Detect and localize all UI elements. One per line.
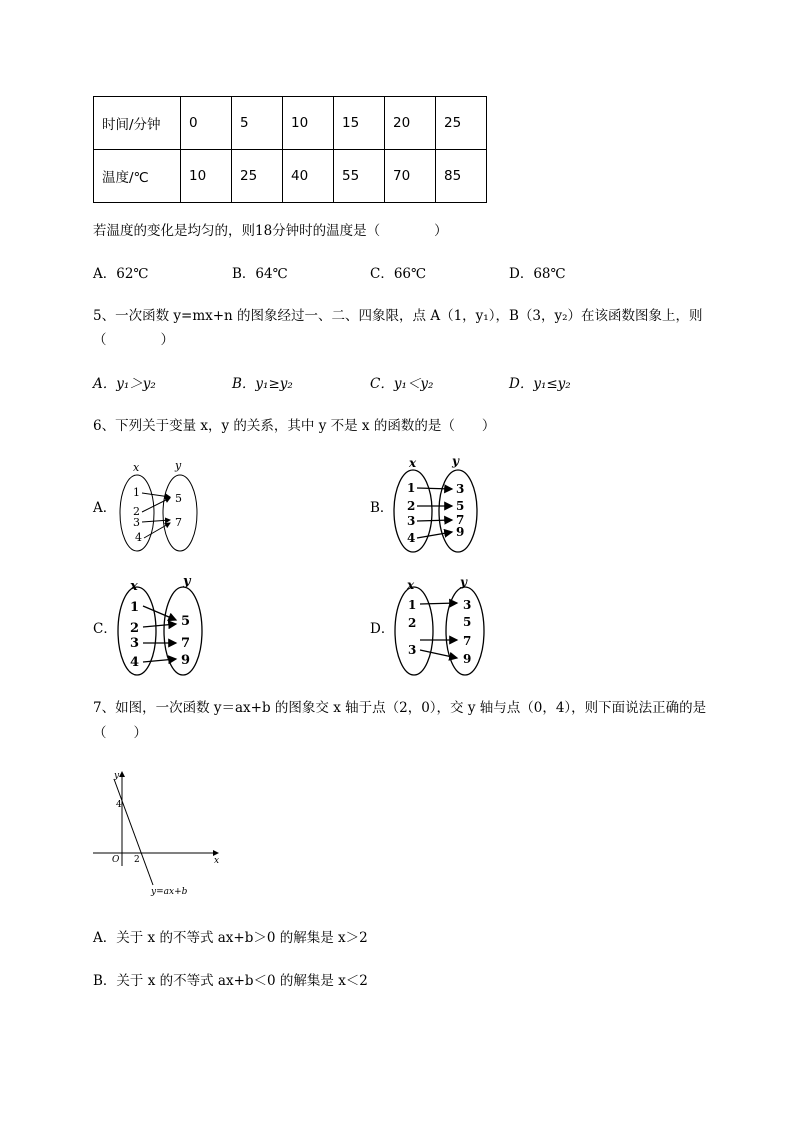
- x-tick-label: 2: [134, 855, 140, 865]
- y-value: 5: [463, 615, 472, 629]
- table-cell: 40: [283, 150, 334, 203]
- mapping-diagram-a: [120, 459, 197, 551]
- diagram-line: [143, 606, 176, 620]
- table-cell: 55: [334, 150, 385, 203]
- q7-stem-line2: （ ）: [93, 725, 147, 741]
- y-label: y: [460, 575, 467, 589]
- q7-option-b: B．关于 x 的不等式 ax+b＜0 的解集是 x＜2: [93, 973, 368, 989]
- table-cell: 25: [436, 97, 487, 150]
- x-label: x: [130, 579, 138, 594]
- q6-option-a-letter: A．: [93, 500, 117, 516]
- diagram-line: [143, 659, 176, 662]
- mapping-diagram-b: [394, 454, 477, 552]
- x-value: 3: [408, 643, 417, 657]
- y-value: 5: [175, 492, 182, 505]
- table-cell: 5: [232, 97, 283, 150]
- table-cell: 10: [283, 97, 334, 150]
- x-value: 3: [130, 636, 140, 651]
- q5-option-c: C．y₁＜y₂: [370, 376, 434, 392]
- origin-label: O: [112, 855, 120, 865]
- q4-stem: 若温度的变化是均匀的，则18分钟时的温度是（ ）: [93, 223, 448, 239]
- table-cell: 25: [232, 150, 283, 203]
- y-value: 7: [181, 636, 191, 651]
- x-value: 1: [408, 598, 417, 612]
- row-header: 时间/分钟: [94, 97, 181, 150]
- y-value: 3: [456, 482, 465, 496]
- q7-stem-line1: 7、如图，一次函数 y＝ax+b 的图象交 x 轴于点（2，0），交 y 轴与点（0，4），则下面说法正确的是: [93, 700, 707, 716]
- diagram-line: [420, 603, 457, 604]
- y-label: y: [183, 574, 191, 589]
- q4-option-d: D．68℃: [509, 266, 566, 282]
- table-cell: 15: [334, 97, 385, 150]
- x-value: 4: [130, 655, 140, 670]
- x-value: 3: [407, 514, 416, 528]
- set-ellipse: [163, 475, 197, 551]
- x-value: 1: [133, 486, 140, 499]
- x-value: 1: [130, 600, 140, 615]
- y-value: 7: [175, 516, 182, 529]
- q5-option-b: B．y₁≥y₂: [232, 376, 293, 392]
- mapping-diagram-d: [395, 575, 484, 675]
- q6-option-c-letter: C．: [93, 621, 117, 637]
- q4-option-a: A．62℃: [93, 266, 149, 282]
- diagram-line: [420, 650, 457, 658]
- q5-stem-line1: 5、一次函数 y=mx+n 的图象经过一、二、四象限，点 A（1，y₁），B（3，y₂）在该函数图象上，则: [93, 308, 703, 324]
- q6-stem: 6、下列关于变量 x，y 的关系，其中 y 不是 x 的函数的是（ ）: [93, 418, 496, 434]
- x-value: 4: [135, 531, 142, 544]
- table-cell: 0: [181, 97, 232, 150]
- table-cell: 70: [385, 150, 436, 203]
- line-label: y=ax+b: [151, 887, 188, 897]
- diagram-line: [417, 488, 452, 489]
- y-value: 9: [463, 652, 472, 666]
- x-value: 2: [133, 505, 140, 518]
- diagram-line: [142, 520, 170, 522]
- y-value: 7: [463, 634, 472, 648]
- x-value: 2: [408, 616, 417, 630]
- diagram-line: [142, 498, 170, 512]
- q7-linear-function-graph: [93, 771, 219, 897]
- x-value: 1: [407, 481, 416, 495]
- y-label: y: [452, 454, 459, 468]
- diagram-line: [114, 779, 153, 885]
- table-cell: 85: [436, 150, 487, 203]
- x-value: 2: [407, 499, 416, 513]
- diagram-line: [143, 624, 176, 627]
- q4-option-c: C．66℃: [370, 266, 427, 282]
- q6-option-b-letter: B．: [370, 500, 394, 516]
- y-value: 9: [456, 525, 465, 539]
- x-axis-label: x: [214, 856, 220, 866]
- y-value: 5: [181, 614, 191, 629]
- q5-option-d: D．y₁≤y₂: [509, 376, 571, 392]
- x-value: 3: [133, 516, 140, 529]
- diagram-line: [417, 520, 452, 521]
- x-label: x: [409, 456, 417, 470]
- y-value: 9: [181, 653, 191, 668]
- x-value: 2: [130, 621, 140, 636]
- q5-option-a: A．y₁＞y₂: [93, 376, 156, 392]
- table-cell: 20: [385, 97, 436, 150]
- q7-option-a: A．关于 x 的不等式 ax+b＞0 的解集是 x＞2: [93, 930, 368, 946]
- table-cell: 10: [181, 150, 232, 203]
- y-tick-label: 4: [116, 800, 122, 810]
- q4-option-b: B．64℃: [232, 266, 288, 282]
- q5-stem-line2: （ ）: [93, 332, 174, 348]
- q6-option-d-letter: D．: [370, 621, 395, 637]
- y-value: 5: [456, 499, 465, 513]
- y-value: 7: [456, 513, 465, 527]
- y-label: y: [175, 459, 182, 472]
- x-label: x: [133, 461, 140, 474]
- row-header: 温度/℃: [94, 150, 181, 203]
- mapping-diagram-c: [118, 574, 202, 675]
- diagram-line: [417, 532, 452, 538]
- x-label: x: [407, 578, 415, 592]
- x-value: 4: [407, 531, 416, 545]
- y-value: 3: [463, 598, 472, 612]
- y-axis-label: y: [114, 771, 120, 781]
